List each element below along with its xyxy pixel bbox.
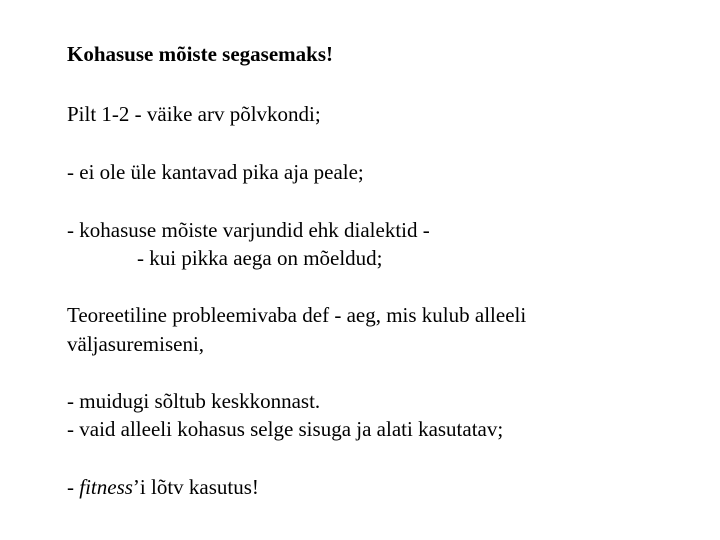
text-line-indented: - kui pikka aega on mõeldud; xyxy=(137,246,383,270)
fitness-prefix: - xyxy=(67,475,80,499)
text-line: - ei ole üle kantavad pika aja peale; xyxy=(67,160,364,184)
text-line: Teoreetiline probleemivaba def - aeg, mis kulub alleeli xyxy=(67,303,527,327)
text-line: - vaid alleeli kohasus selge sisuga ja alati kasutatav; xyxy=(67,417,504,441)
fitness-suffix: ’i lõtv kasutus! xyxy=(132,475,259,499)
text-line: Pilt 1-2 - väike arv põlvkondi; xyxy=(67,102,321,126)
text-line: - kohasuse mõiste varjundid ehk dialektid - xyxy=(67,218,430,242)
slide-title: Kohasuse mõiste segasemaks! xyxy=(67,42,333,66)
text-line: - muidugi sõltub keskkonnast. xyxy=(67,389,321,413)
text-line: väljasuremiseni, xyxy=(67,332,205,356)
text-line-fitness xyxy=(67,474,259,500)
fitness-term: fitness xyxy=(79,475,133,499)
